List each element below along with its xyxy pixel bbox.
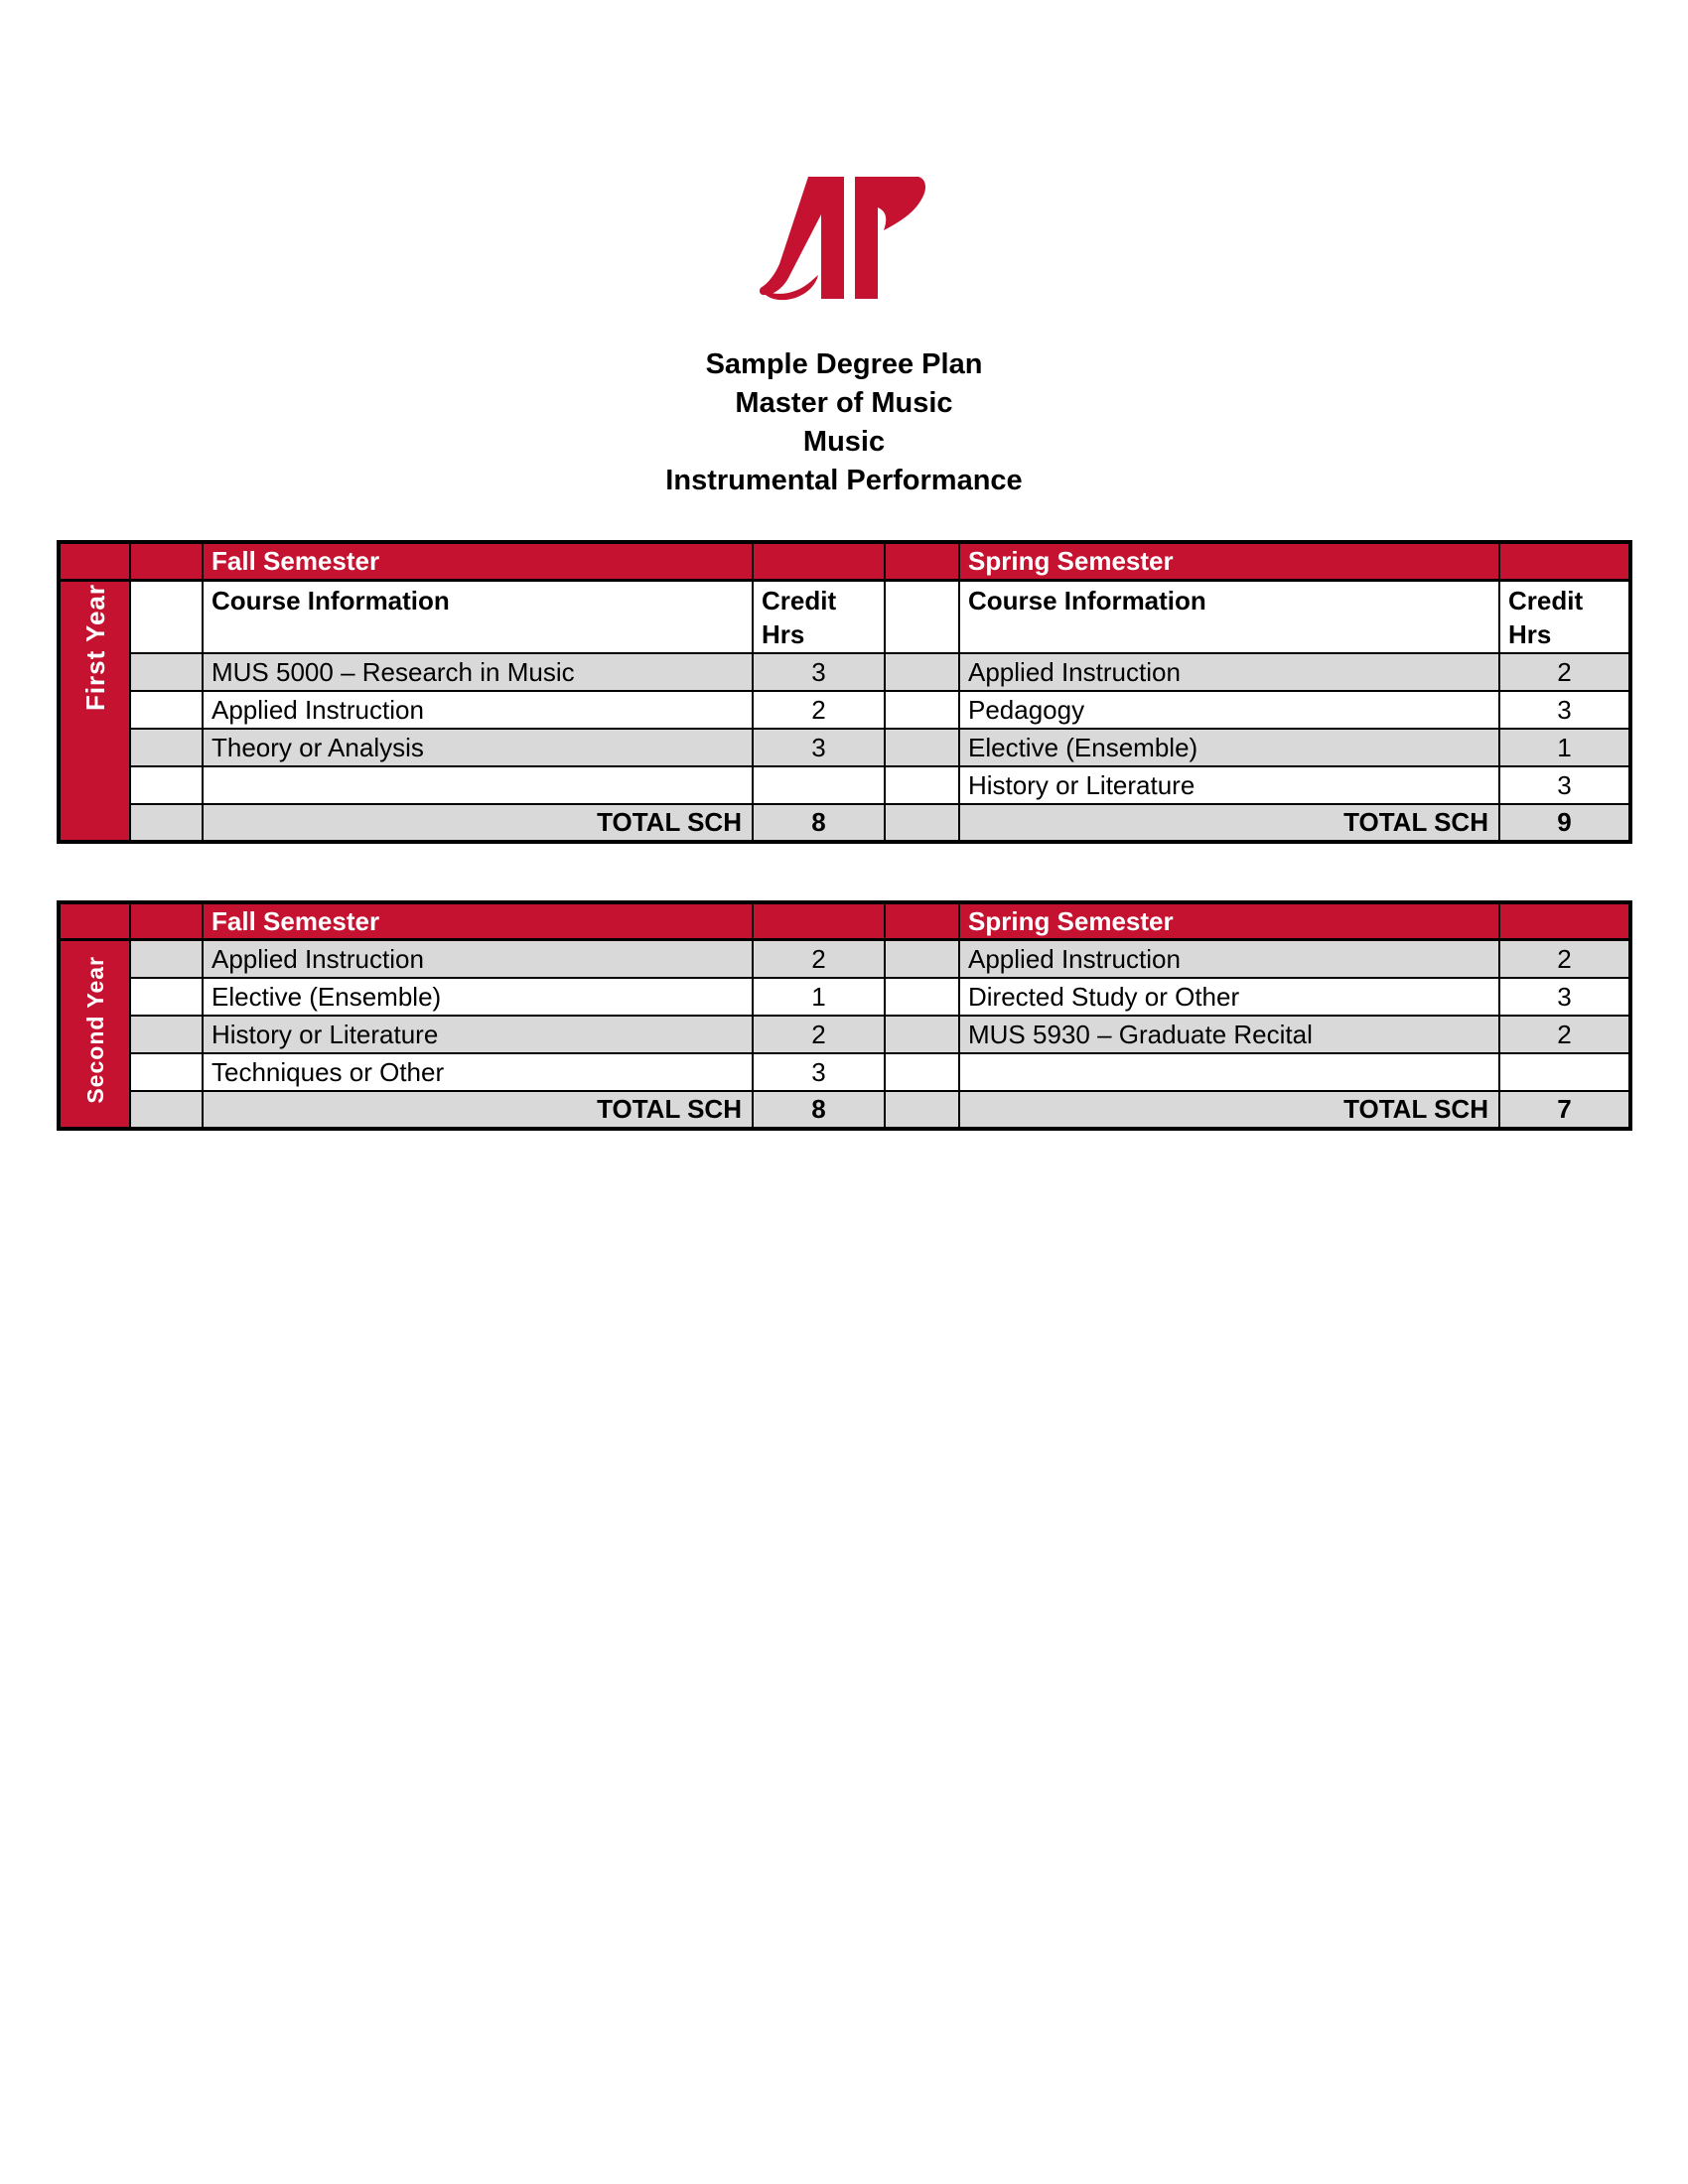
fall-credit-cell: 3 xyxy=(753,729,885,766)
spacer-cell xyxy=(130,1053,203,1091)
spring-course-cell xyxy=(959,1053,1499,1091)
spring-semester-banner: Spring Semester xyxy=(959,902,1499,940)
spacer-cell xyxy=(130,653,203,691)
fall-course-cell: Techniques or Other xyxy=(203,1053,753,1091)
spring-credit-cell: 2 xyxy=(1499,1016,1630,1053)
course-row xyxy=(59,653,1630,691)
spacer-cell xyxy=(885,1091,959,1129)
fall-total-label: TOTAL SCH xyxy=(203,804,753,842)
fall-credit-cell: 3 xyxy=(753,653,885,691)
banner-spacer-cell xyxy=(885,902,959,940)
spacer-cell xyxy=(130,1091,203,1129)
title-line-major: Music xyxy=(802,426,886,458)
fall-credit-cell: 3 xyxy=(753,1053,885,1091)
year-banner-second-year xyxy=(59,940,130,1129)
spring-course-cell: Applied Instruction xyxy=(959,940,1499,978)
spacer-cell xyxy=(885,580,959,653)
fall-total-label: TOTAL SCH xyxy=(203,1091,753,1129)
banner-spacer-cell xyxy=(130,902,203,940)
first-year-table xyxy=(57,540,1632,844)
year-label: First Year xyxy=(79,583,110,711)
spacer-cell xyxy=(885,653,959,691)
spacer-cell xyxy=(885,1016,959,1053)
fall-semester-banner: Fall Semester xyxy=(203,542,753,580)
spring-course-cell: MUS 5930 – Graduate Recital xyxy=(959,1016,1499,1053)
spring-course-cell: Applied Instruction xyxy=(959,653,1499,691)
fall-credit-cell: 2 xyxy=(753,691,885,729)
fall-credit-cell xyxy=(753,766,885,804)
course-row xyxy=(59,978,1630,1016)
spring-total-value: 7 xyxy=(1499,1091,1630,1129)
fall-course-cell: History or Literature xyxy=(203,1016,753,1053)
spring-total-label: TOTAL SCH xyxy=(959,804,1499,842)
spring-credit-cell: 2 xyxy=(1499,653,1630,691)
total-row xyxy=(59,1091,1630,1129)
spacer-cell xyxy=(130,1016,203,1053)
spacer-cell xyxy=(885,978,959,1016)
spacer-cell xyxy=(130,766,203,804)
spring-credit-cell: 1 xyxy=(1499,729,1630,766)
fall-credit-cell: 2 xyxy=(753,940,885,978)
spacer-cell xyxy=(885,804,959,842)
spring-credit-header: Credit Hrs xyxy=(1499,580,1630,653)
ap-logo xyxy=(759,175,929,302)
course-row xyxy=(59,729,1630,766)
spring-course-header: Course Information xyxy=(959,580,1499,653)
banner-spacer-cell xyxy=(753,542,885,580)
fall-credit-cell: 1 xyxy=(753,978,885,1016)
banner-spacer-cell xyxy=(1499,902,1630,940)
banner-spacer-cell xyxy=(885,542,959,580)
spring-credit-cell: 3 xyxy=(1499,766,1630,804)
spring-credit-cell: 3 xyxy=(1499,691,1630,729)
fall-course-cell: MUS 5000 – Research in Music xyxy=(203,653,753,691)
spacer-cell xyxy=(130,978,203,1016)
fall-course-cell xyxy=(203,766,753,804)
banner-spacer-cell xyxy=(130,542,203,580)
banner-corner-cell xyxy=(59,542,130,580)
spring-total-value: 9 xyxy=(1499,804,1630,842)
fall-total-value: 8 xyxy=(753,1091,885,1129)
banner-spacer-cell xyxy=(753,902,885,940)
spring-course-cell: Pedagogy xyxy=(959,691,1499,729)
spring-credit-cell xyxy=(1499,1053,1630,1091)
spacer-cell xyxy=(130,580,203,653)
second-year-table xyxy=(57,900,1632,1131)
course-row xyxy=(59,1053,1630,1091)
fall-semester-banner: Fall Semester xyxy=(203,902,753,940)
semester-banner-row xyxy=(59,902,1630,940)
title-line-plan: Sample Degree Plan xyxy=(705,348,983,380)
spring-credit-cell: 2 xyxy=(1499,940,1630,978)
spring-credit-cell: 3 xyxy=(1499,978,1630,1016)
spacer-cell xyxy=(130,691,203,729)
banner-corner-cell xyxy=(59,902,130,940)
year-label: Second Year xyxy=(81,956,108,1105)
title-line-concentration: Instrumental Performance xyxy=(665,465,1023,496)
spring-course-cell: Elective (Ensemble) xyxy=(959,729,1499,766)
total-row xyxy=(59,804,1630,842)
spring-course-cell: History or Literature xyxy=(959,766,1499,804)
fall-course-cell: Applied Instruction xyxy=(203,691,753,729)
spring-course-cell: Directed Study or Other xyxy=(959,978,1499,1016)
course-row xyxy=(59,940,1630,978)
spring-semester-banner: Spring Semester xyxy=(959,542,1499,580)
fall-credit-header: Credit Hrs xyxy=(753,580,885,653)
banner-spacer-cell xyxy=(1499,542,1630,580)
spacer-cell xyxy=(885,691,959,729)
fall-course-cell: Theory or Analysis xyxy=(203,729,753,766)
spacer-cell xyxy=(130,729,203,766)
spacer-cell xyxy=(885,940,959,978)
document-title xyxy=(0,345,1688,500)
spring-total-label: TOTAL SCH xyxy=(959,1091,1499,1129)
fall-credit-cell: 2 xyxy=(753,1016,885,1053)
spacer-cell xyxy=(885,1053,959,1091)
column-header-row xyxy=(59,580,1630,653)
spacer-cell xyxy=(885,729,959,766)
title-line-degree: Master of Music xyxy=(735,387,953,419)
fall-course-header: Course Information xyxy=(203,580,753,653)
fall-total-value: 8 xyxy=(753,804,885,842)
ap-logo-icon xyxy=(759,175,929,302)
spacer-cell xyxy=(130,940,203,978)
fall-course-cell: Applied Instruction xyxy=(203,940,753,978)
course-row xyxy=(59,766,1630,804)
year-banner-first-year xyxy=(59,580,130,842)
semester-banner-row xyxy=(59,542,1630,580)
spacer-cell xyxy=(885,766,959,804)
course-row xyxy=(59,1016,1630,1053)
course-row xyxy=(59,691,1630,729)
fall-course-cell: Elective (Ensemble) xyxy=(203,978,753,1016)
spacer-cell xyxy=(130,804,203,842)
